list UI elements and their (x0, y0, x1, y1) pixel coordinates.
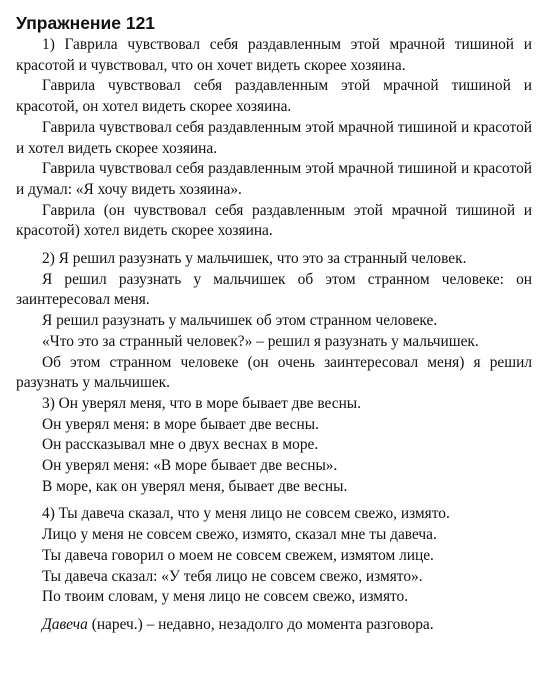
sentence: Гаврила чувствовал себя раздавленным этой мрачной тишиной и красотой, он хотел видеть скорее хозяина. (16, 77, 532, 116)
sentence: Гаврила чувствовал себя раздавленным этой мрачной тишиной и красотой и думал: «Я хочу видеть хозяина». (16, 160, 532, 198)
sentence: 2) Я решил разузнать у мальчишек, что это за странный человек. (42, 250, 467, 268)
sentence: Я решил разузнать у мальчишек об этом странном человеке. (42, 312, 438, 330)
sentence: Он рассказывал мне о двух веснах в море. (42, 436, 319, 454)
sentence: Ты давеча говорил о моем не совсем свежем, измятом лице. (42, 546, 434, 564)
sentence: В море, как он уверял меня, бывает две весны. (42, 477, 348, 495)
sentence: 1) Гаврила чувствовал себя раздавленным этой мрачной тишиной и красотой и чувствовал, что он хочет видеть скорее хозяина. (16, 36, 532, 74)
sentence: «Что это за странный человек?» – решил я разузнать у мальчишек. (42, 332, 479, 350)
exercise-title: Упражнение 121 (16, 13, 156, 33)
sentence: 4) Ты давеча сказал, что у меня лицо не совсем свежо, измято. (42, 505, 450, 523)
sentence: Гаврила (он чувствовал себя раздавленным этой мрачной тишиной и красотой) хотел видеть скорее хозяина. (16, 201, 532, 240)
section-1 (16, 35, 532, 242)
definition-text: (нареч.) – недавно, незадолго до момента разговора. (87, 615, 434, 633)
definition-term: Давеча (42, 615, 88, 633)
section-3 (16, 504, 532, 608)
sentence: Он уверял меня: в море бывает две весны. (42, 415, 319, 433)
sentence: Гаврила чувствовал себя раздавленным этой мрачной тишиной и красотой и хотел видеть скорее хозяина. (16, 118, 532, 157)
sentence: Ты давеча сказал: «У тебя лицо не совсем свежо, измято». (42, 567, 423, 585)
sentence: Я решил разузнать у мальчишек об этом странном человеке: он заинтересовал меня. (16, 270, 532, 309)
sentence: По твоим словам, у меня лицо не совсем свежо, измято. (42, 588, 409, 606)
definition (16, 615, 532, 636)
sentence: 3) Он уверял меня, что в море бывает две весны. (42, 394, 361, 412)
sentence: Лицо у меня не совсем свежо, измято, сказал мне ты давеча. (42, 526, 437, 544)
section-2 (16, 249, 532, 497)
sentence: Об этом странном человеке (он очень заинтересовал меня) я решил разузнать у мальчишек. (16, 353, 532, 392)
sentence: Он уверял меня: «В море бывает две весны». (42, 457, 338, 475)
